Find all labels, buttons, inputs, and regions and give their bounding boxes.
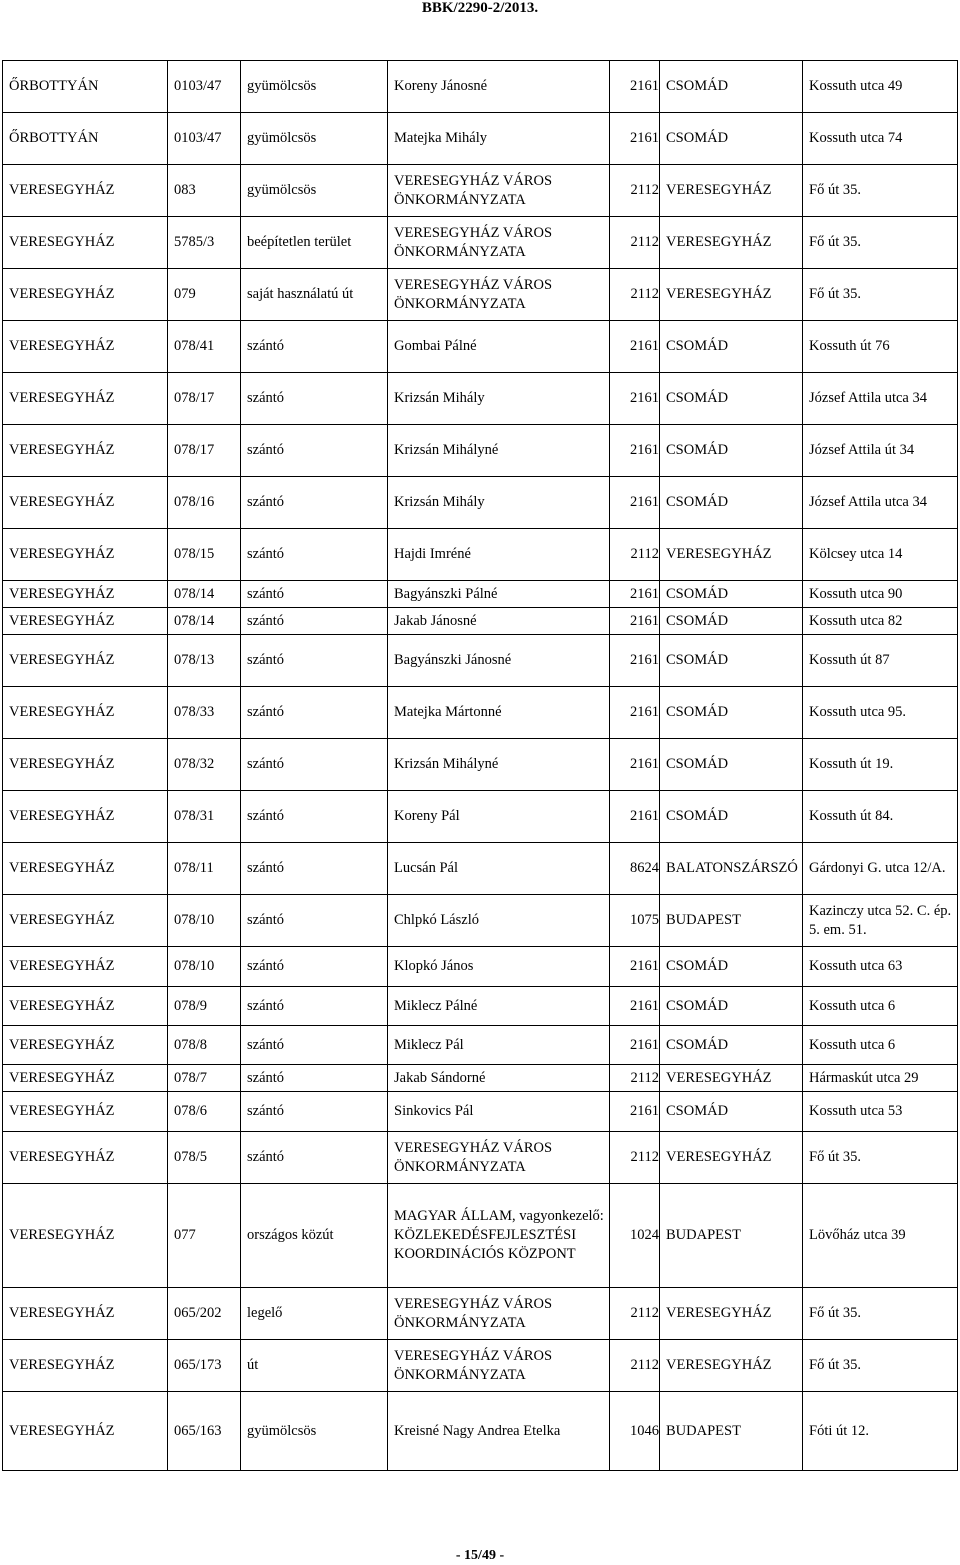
cell-land-use: gyümölcsös (241, 61, 388, 113)
cell-city: CSOMÁD (660, 113, 803, 165)
cell-owner-name: Sinkovics Pál (388, 1092, 610, 1132)
cell-street-address: Fő út 35. (803, 217, 958, 269)
table-row (3, 529, 958, 581)
cell-city: CSOMÁD (660, 477, 803, 529)
cell-city: CSOMÁD (660, 373, 803, 425)
cell-land-use: szántó (241, 1065, 388, 1092)
cell-city: VERESEGYHÁZ (660, 1340, 803, 1392)
cell-parcel-number: 078/5 (168, 1132, 241, 1184)
cell-land-use: gyümölcsös (241, 113, 388, 165)
cell-settlement: VERESEGYHÁZ (3, 687, 168, 739)
cell-street-address: Kölcsey utca 14 (803, 529, 958, 581)
cell-street-address: Kossuth utca 53 (803, 1092, 958, 1132)
cell-parcel-number: 078/11 (168, 843, 241, 895)
cell-settlement: VERESEGYHÁZ (3, 1340, 168, 1392)
cell-owner-name: VERESEGYHÁZ VÁROS ÖNKORMÁNYZATA (388, 269, 610, 321)
cell-owner-name: VERESEGYHÁZ VÁROS ÖNKORMÁNYZATA (388, 1288, 610, 1340)
cell-street-address: József Attila utca 34 (803, 477, 958, 529)
cell-land-use: szántó (241, 687, 388, 739)
cell-city: CSOMÁD (660, 1026, 803, 1065)
cell-parcel-number: 083 (168, 165, 241, 217)
cell-city: CSOMÁD (660, 61, 803, 113)
table-row (3, 1026, 958, 1065)
cell-settlement: VERESEGYHÁZ (3, 1184, 168, 1288)
cell-land-use: szántó (241, 373, 388, 425)
cell-owner-name: Koreny Jánosné (388, 61, 610, 113)
cell-postal-code: 1075 (610, 895, 660, 947)
cell-land-use: szántó (241, 1092, 388, 1132)
cell-owner-name: Miklecz Pál (388, 1026, 610, 1065)
cell-city: CSOMÁD (660, 608, 803, 635)
cell-postal-code: 2161 (610, 1092, 660, 1132)
cell-parcel-number: 078/14 (168, 608, 241, 635)
cell-settlement: VERESEGYHÁZ (3, 843, 168, 895)
cell-parcel-number: 5785/3 (168, 217, 241, 269)
cell-settlement: VERESEGYHÁZ (3, 581, 168, 608)
cell-street-address: Fő út 35. (803, 1340, 958, 1392)
cell-city: VERESEGYHÁZ (660, 529, 803, 581)
cell-parcel-number: 078/14 (168, 581, 241, 608)
cell-postal-code: 2161 (610, 1026, 660, 1065)
table-row (3, 687, 958, 739)
cell-parcel-number: 078/17 (168, 373, 241, 425)
cell-postal-code: 2112 (610, 217, 660, 269)
cell-owner-name: Jakab Sándorné (388, 1065, 610, 1092)
cell-city: VERESEGYHÁZ (660, 1132, 803, 1184)
cell-city: CSOMÁD (660, 739, 803, 791)
cell-settlement: ŐRBOTTYÁN (3, 61, 168, 113)
cell-city: CSOMÁD (660, 987, 803, 1026)
cell-parcel-number: 078/16 (168, 477, 241, 529)
cell-postal-code: 2161 (610, 477, 660, 529)
cell-owner-name: Krizsán Mihály (388, 477, 610, 529)
table-row (3, 843, 958, 895)
cell-city: VERESEGYHÁZ (660, 217, 803, 269)
cell-settlement: VERESEGYHÁZ (3, 791, 168, 843)
cell-street-address: Kossuth út 84. (803, 791, 958, 843)
cell-parcel-number: 078/10 (168, 947, 241, 987)
table-row (3, 1065, 958, 1092)
cell-owner-name: Jakab Jánosné (388, 608, 610, 635)
table-row (3, 1340, 958, 1392)
cell-owner-name: VERESEGYHÁZ VÁROS ÖNKORMÁNYZATA (388, 165, 610, 217)
cell-street-address: Kossuth utca 95. (803, 687, 958, 739)
cell-city: BALATONSZÁRSZÓ (660, 843, 803, 895)
cell-settlement: VERESEGYHÁZ (3, 987, 168, 1026)
cell-land-use: szántó (241, 425, 388, 477)
cell-city: VERESEGYHÁZ (660, 1065, 803, 1092)
cell-parcel-number: 079 (168, 269, 241, 321)
cell-postal-code: 2161 (610, 321, 660, 373)
table-row (3, 1092, 958, 1132)
cell-owner-name: Krizsán Mihályné (388, 425, 610, 477)
cell-parcel-number: 078/41 (168, 321, 241, 373)
cell-postal-code: 2161 (610, 791, 660, 843)
cell-settlement: VERESEGYHÁZ (3, 217, 168, 269)
cell-land-use: gyümölcsös (241, 1392, 388, 1471)
cell-settlement: VERESEGYHÁZ (3, 425, 168, 477)
cell-parcel-number: 078/33 (168, 687, 241, 739)
cell-settlement: VERESEGYHÁZ (3, 1288, 168, 1340)
cell-postal-code: 2161 (610, 987, 660, 1026)
cell-settlement: VERESEGYHÁZ (3, 477, 168, 529)
page-number: - 15/49 - (455, 1548, 505, 1563)
cell-street-address: Kossuth utca 6 (803, 987, 958, 1026)
cell-land-use: szántó (241, 321, 388, 373)
cell-postal-code: 2161 (610, 373, 660, 425)
cell-settlement: VERESEGYHÁZ (3, 165, 168, 217)
cell-settlement: VERESEGYHÁZ (3, 608, 168, 635)
cell-settlement: VERESEGYHÁZ (3, 1065, 168, 1092)
cell-postal-code: 2112 (610, 529, 660, 581)
cell-parcel-number: 078/32 (168, 739, 241, 791)
cell-settlement: VERESEGYHÁZ (3, 1092, 168, 1132)
cell-owner-name: Klopkó János (388, 947, 610, 987)
cell-street-address: Gárdonyi G. utca 12/A. (803, 843, 958, 895)
cell-owner-name: Koreny Pál (388, 791, 610, 843)
cell-land-use: szántó (241, 529, 388, 581)
cell-parcel-number: 065/202 (168, 1288, 241, 1340)
cell-settlement: VERESEGYHÁZ (3, 373, 168, 425)
table-row (3, 739, 958, 791)
table-row (3, 425, 958, 477)
cell-owner-name: VERESEGYHÁZ VÁROS ÖNKORMÁNYZATA (388, 217, 610, 269)
table-row (3, 1288, 958, 1340)
table-row (3, 1392, 958, 1471)
cell-owner-name: Kreisné Nagy Andrea Etelka (388, 1392, 610, 1471)
cell-land-use: szántó (241, 1026, 388, 1065)
cell-postal-code: 2112 (610, 1288, 660, 1340)
table-row (3, 1132, 958, 1184)
table-row (3, 477, 958, 529)
cell-city: BUDAPEST (660, 1184, 803, 1288)
cell-city: CSOMÁD (660, 947, 803, 987)
cell-land-use: szántó (241, 947, 388, 987)
table-row (3, 581, 958, 608)
table-row (3, 791, 958, 843)
cell-city: CSOMÁD (660, 1092, 803, 1132)
cell-land-use: szántó (241, 581, 388, 608)
cell-settlement: VERESEGYHÁZ (3, 269, 168, 321)
cell-street-address: Fő út 35. (803, 269, 958, 321)
table-row (3, 321, 958, 373)
cell-land-use: szántó (241, 1132, 388, 1184)
cell-parcel-number: 078/31 (168, 791, 241, 843)
cell-street-address: Fő út 35. (803, 1132, 958, 1184)
cell-street-address: Fóti út 12. (803, 1392, 958, 1471)
cell-owner-name: Miklecz Pálné (388, 987, 610, 1026)
cell-postal-code: 1024 (610, 1184, 660, 1288)
cell-postal-code: 2161 (610, 425, 660, 477)
cell-postal-code: 8624 (610, 843, 660, 895)
cell-parcel-number: 065/173 (168, 1340, 241, 1392)
cell-land-use: szántó (241, 987, 388, 1026)
cell-street-address: Kossuth út 19. (803, 739, 958, 791)
cell-postal-code: 2161 (610, 608, 660, 635)
cell-parcel-number: 0103/47 (168, 113, 241, 165)
cell-city: CSOMÁD (660, 635, 803, 687)
table-row (3, 608, 958, 635)
cell-street-address: Kossuth út 87 (803, 635, 958, 687)
cell-settlement: VERESEGYHÁZ (3, 1132, 168, 1184)
cell-parcel-number: 078/13 (168, 635, 241, 687)
cell-postal-code: 2112 (610, 165, 660, 217)
cell-street-address: Kossuth utca 74 (803, 113, 958, 165)
cell-city: BUDAPEST (660, 1392, 803, 1471)
cell-land-use: szántó (241, 477, 388, 529)
cell-city: BUDAPEST (660, 895, 803, 947)
cell-owner-name: Matejka Mihály (388, 113, 610, 165)
cell-postal-code: 2112 (610, 1340, 660, 1392)
cell-street-address: Lövőház utca 39 (803, 1184, 958, 1288)
cell-owner-name: VERESEGYHÁZ VÁROS ÖNKORMÁNYZATA (388, 1340, 610, 1392)
table-row (3, 947, 958, 987)
cell-land-use: gyümölcsös (241, 165, 388, 217)
cell-owner-name: Matejka Mártonné (388, 687, 610, 739)
cell-parcel-number: 065/163 (168, 1392, 241, 1471)
cell-parcel-number: 078/7 (168, 1065, 241, 1092)
cell-owner-name: Gombai Pálné (388, 321, 610, 373)
cell-street-address: József Attila utca 34 (803, 373, 958, 425)
cell-land-use: országos közút (241, 1184, 388, 1288)
cell-land-use: út (241, 1340, 388, 1392)
cell-owner-name: Krizsán Mihályné (388, 739, 610, 791)
cell-settlement: VERESEGYHÁZ (3, 1392, 168, 1471)
cell-parcel-number: 078/6 (168, 1092, 241, 1132)
cell-owner-name: Bagyánszki Jánosné (388, 635, 610, 687)
cell-postal-code: 2112 (610, 269, 660, 321)
cell-street-address: Kossuth utca 49 (803, 61, 958, 113)
cell-parcel-number: 078/10 (168, 895, 241, 947)
table-row (3, 269, 958, 321)
cell-settlement: VERESEGYHÁZ (3, 1026, 168, 1065)
cell-owner-name: Hajdi Imréné (388, 529, 610, 581)
cell-city: VERESEGYHÁZ (660, 165, 803, 217)
cell-postal-code: 2161 (610, 581, 660, 608)
cell-city: CSOMÁD (660, 425, 803, 477)
cell-owner-name: VERESEGYHÁZ VÁROS ÖNKORMÁNYZATA (388, 1132, 610, 1184)
table-row (3, 373, 958, 425)
cell-owner-name: MAGYAR ÁLLAM, vagyonkezelő: KÖZLEKEDÉSFEJLESZTÉSI KOORDINÁCIÓS KÖZPONT (388, 1184, 610, 1288)
cell-owner-name: Lucsán Pál (388, 843, 610, 895)
cell-street-address: Fő út 35. (803, 165, 958, 217)
cell-city: CSOMÁD (660, 321, 803, 373)
cell-land-use: szántó (241, 895, 388, 947)
cell-postal-code: 2112 (610, 1065, 660, 1092)
cell-land-use: szántó (241, 739, 388, 791)
cell-land-use: szántó (241, 843, 388, 895)
table-row (3, 165, 958, 217)
cell-parcel-number: 078/9 (168, 987, 241, 1026)
cell-land-use: beépítetlen terület (241, 217, 388, 269)
cell-city: VERESEGYHÁZ (660, 1288, 803, 1340)
cell-parcel-number: 078/17 (168, 425, 241, 477)
cell-settlement: VERESEGYHÁZ (3, 529, 168, 581)
cell-postal-code: 2112 (610, 1132, 660, 1184)
document-reference: BBK/2290-2/2013. (421, 0, 539, 16)
cell-land-use: szántó (241, 791, 388, 843)
cell-postal-code: 2161 (610, 947, 660, 987)
cell-owner-name: Chlpkó László (388, 895, 610, 947)
table-row (3, 987, 958, 1026)
cell-parcel-number: 077 (168, 1184, 241, 1288)
cell-street-address: Kossuth út 76 (803, 321, 958, 373)
table-row (3, 1184, 958, 1288)
table-row (3, 217, 958, 269)
cell-settlement: VERESEGYHÁZ (3, 947, 168, 987)
cell-postal-code: 2161 (610, 113, 660, 165)
cell-city: VERESEGYHÁZ (660, 269, 803, 321)
cell-street-address: Hármaskút utca 29 (803, 1065, 958, 1092)
cell-street-address: Kossuth utca 63 (803, 947, 958, 987)
table-row (3, 635, 958, 687)
cell-street-address: Kossuth utca 82 (803, 608, 958, 635)
cell-street-address: Kossuth utca 6 (803, 1026, 958, 1065)
cell-parcel-number: 0103/47 (168, 61, 241, 113)
cell-parcel-number: 078/8 (168, 1026, 241, 1065)
cell-city: CSOMÁD (660, 791, 803, 843)
cell-postal-code: 1046 (610, 1392, 660, 1471)
cell-owner-name: Bagyánszki Pálné (388, 581, 610, 608)
cell-land-use: szántó (241, 608, 388, 635)
table-row (3, 895, 958, 947)
cell-owner-name: Krizsán Mihály (388, 373, 610, 425)
cell-settlement: ŐRBOTTYÁN (3, 113, 168, 165)
cell-settlement: VERESEGYHÁZ (3, 635, 168, 687)
cell-street-address: Kazinczy utca 52. C. ép. 5. em. 51. (803, 895, 958, 947)
cell-parcel-number: 078/15 (168, 529, 241, 581)
cell-postal-code: 2161 (610, 739, 660, 791)
cell-street-address: Kossuth utca 90 (803, 581, 958, 608)
cell-postal-code: 2161 (610, 687, 660, 739)
cell-city: CSOMÁD (660, 581, 803, 608)
cell-postal-code: 2161 (610, 635, 660, 687)
table-row (3, 113, 958, 165)
cell-street-address: Fő út 35. (803, 1288, 958, 1340)
cell-land-use: legelő (241, 1288, 388, 1340)
cell-settlement: VERESEGYHÁZ (3, 739, 168, 791)
cell-street-address: József Attila út 34 (803, 425, 958, 477)
cell-land-use: szántó (241, 635, 388, 687)
parcel-owner-table (2, 60, 958, 1471)
cell-city: CSOMÁD (660, 687, 803, 739)
cell-postal-code: 2161 (610, 61, 660, 113)
cell-settlement: VERESEGYHÁZ (3, 895, 168, 947)
table-row (3, 61, 958, 113)
cell-land-use: saját használatú út (241, 269, 388, 321)
cell-settlement: VERESEGYHÁZ (3, 321, 168, 373)
